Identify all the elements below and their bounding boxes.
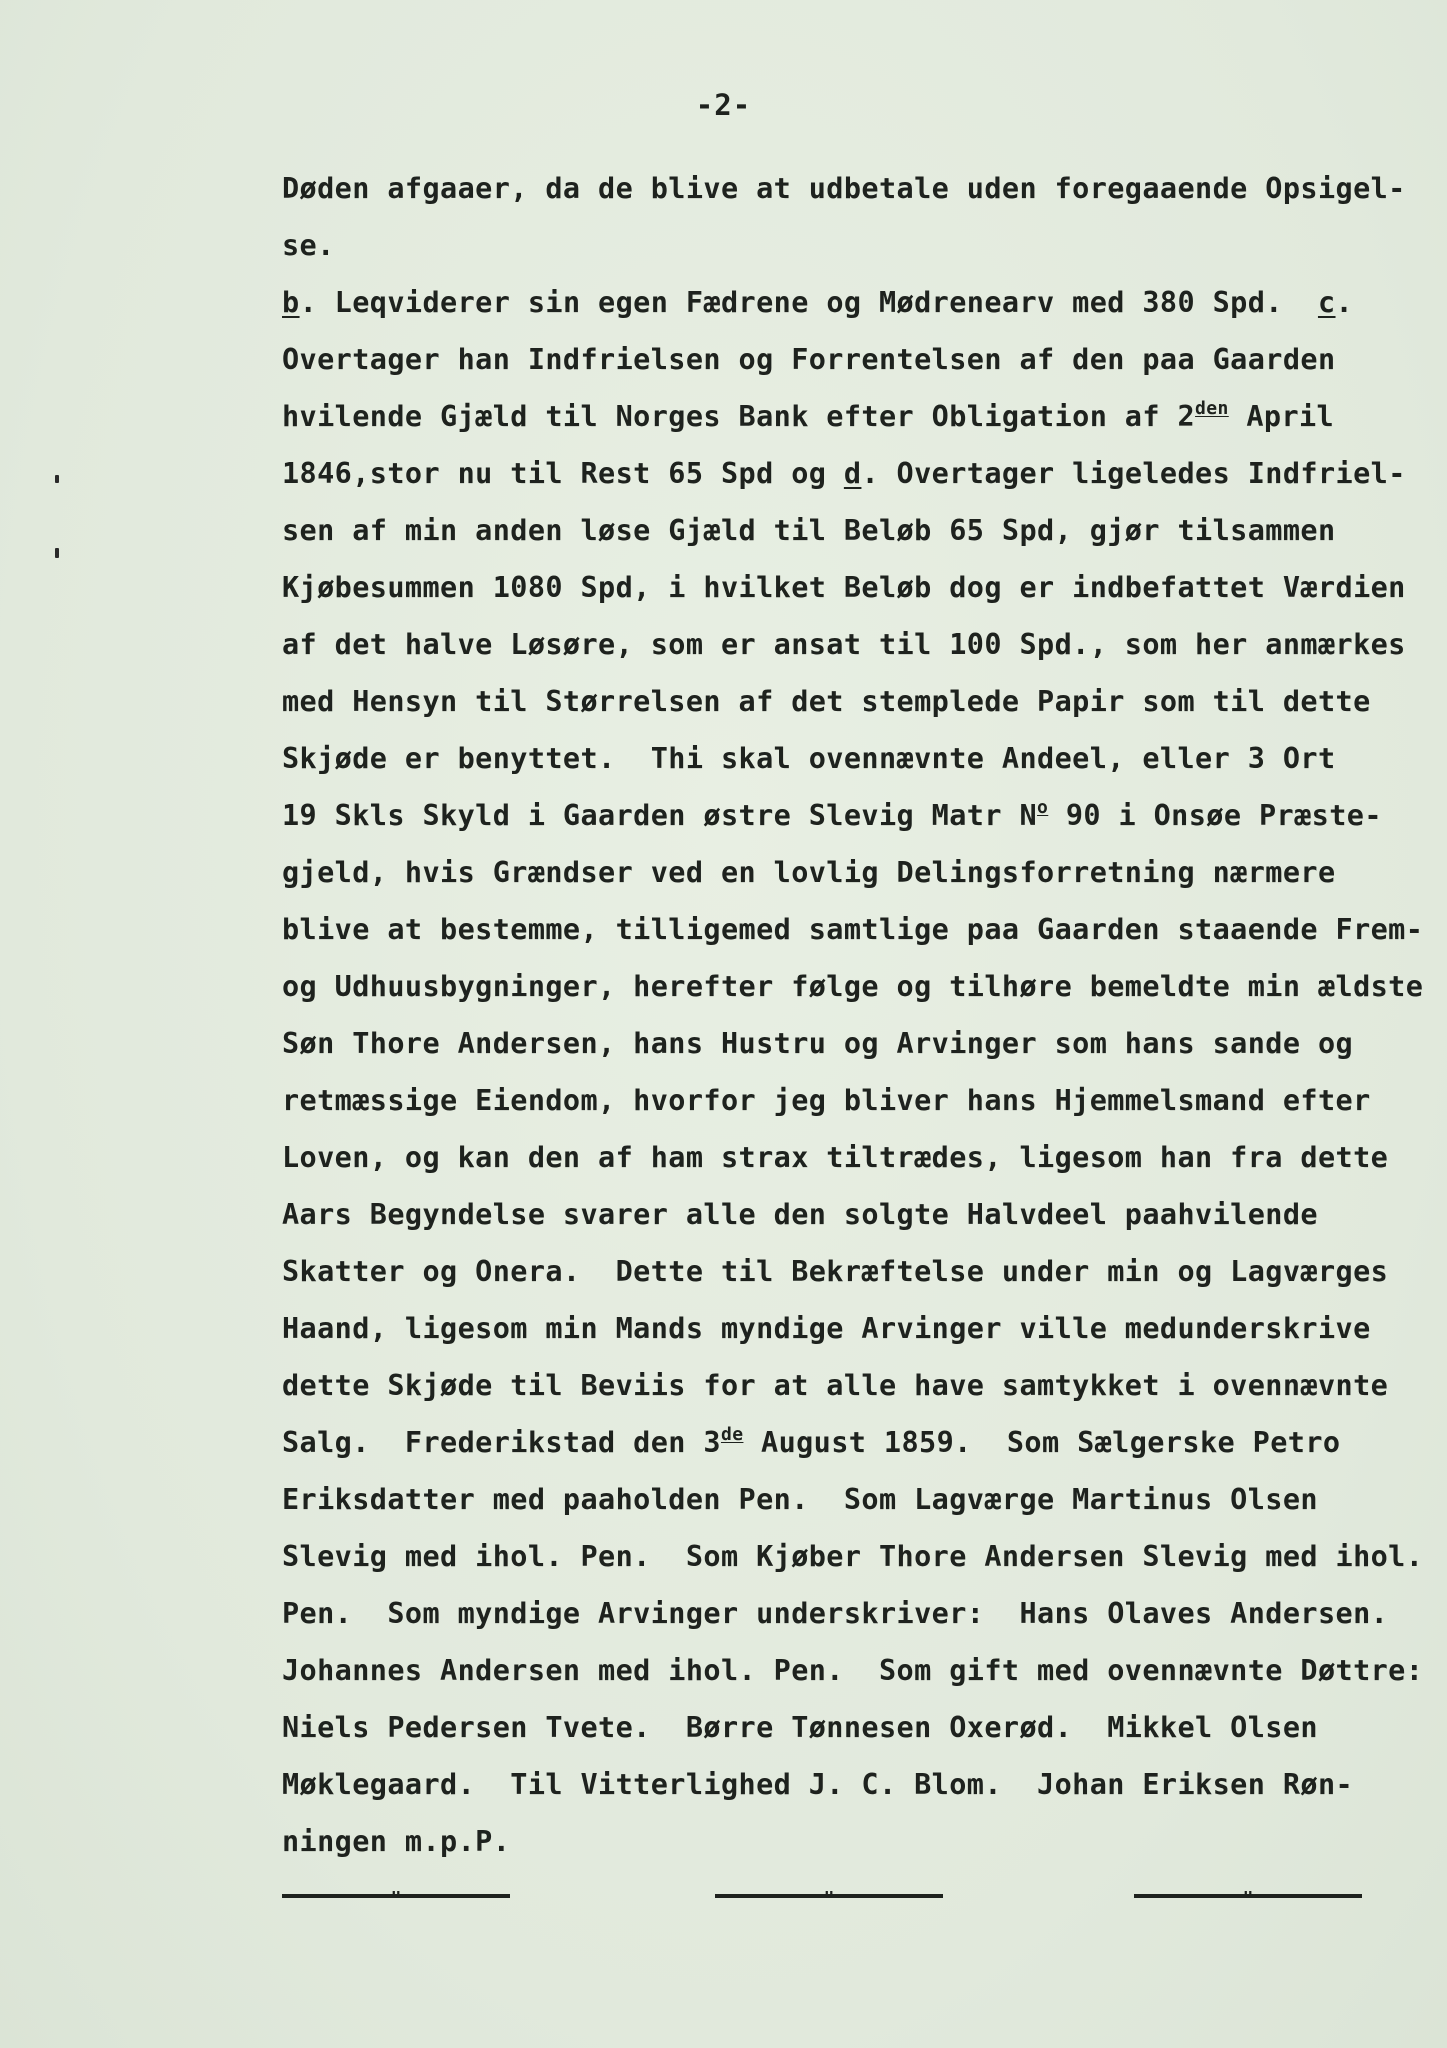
text-line: Loven, og kan den af ham strax tiltrædes, ligesom han fra dette	[282, 1141, 1389, 1174]
margin-mark	[55, 475, 59, 483]
text-segment: 90 i Onsøe Præste-	[1048, 799, 1382, 832]
text-line: Aars Begyndelse svarer alle den solgte Halvdeel paahvilende	[282, 1198, 1318, 1231]
text-line: Møklegaard. Til Vitterlighed J. C. Blom. Johan Eriksen Røn-	[282, 1768, 1354, 1801]
text-line	[282, 1414, 1432, 1471]
text-line	[282, 388, 1432, 445]
text-segment: August 1859. Som Sælgerske Petro	[743, 1426, 1341, 1459]
text-line	[282, 274, 1432, 331]
ditto-mark: "	[823, 1888, 835, 1909]
text-line: Eriksdatter med paaholden Pen. Som Lagværge Martinus Olsen	[282, 1483, 1318, 1516]
underlined-letter: d	[843, 457, 862, 490]
text-line: Johannes Andersen med ihol. Pen. Som gift med ovennævnte Døttre:	[282, 1654, 1424, 1687]
text-line	[282, 787, 1432, 844]
text-segment: 19 Skls Skyld i Gaarden østre Slevig Matr N	[282, 799, 1038, 832]
text-segment: Salg. Frederikstad den 3	[282, 1426, 721, 1459]
text-line: Slevig med ihol. Pen. Som Kjøber Thore Andersen Slevig med ihol.	[282, 1540, 1424, 1573]
text-line: ningen m.p.P.	[282, 1825, 511, 1858]
text-line: Skatter og Onera. Dette til Bekræftelse under min og Lagværges	[282, 1255, 1389, 1288]
document-body	[282, 160, 1432, 1870]
signature-line	[282, 1888, 510, 1909]
underlined-letter: b	[282, 286, 300, 319]
text-segment: .	[1335, 286, 1354, 319]
underlined-letter: c	[1317, 286, 1336, 319]
text-line: Skjøde er benyttet. Thi skal ovennævnte Andeel, eller 3 Ort	[282, 742, 1336, 775]
text-segment: . Overtager ligeledes Indfriel-	[861, 457, 1406, 490]
text-line: Pen. Som myndige Arvinger underskriver: Hans Olaves Andersen.	[282, 1597, 1389, 1630]
text-line: med Hensyn til Størrelsen af det stemplede Papir som til dette	[282, 685, 1371, 718]
ditto-mark: "	[390, 1888, 402, 1909]
text-line: Overtager han Indfrielsen og Forrentelsen af den paa Gaarden	[282, 343, 1336, 376]
superscript: de	[720, 1424, 744, 1445]
text-line: dette Skjøde til Beviis for at alle have samtykket i ovennævnte	[282, 1369, 1389, 1402]
page-number: -2-	[695, 88, 752, 122]
text-line: Kjøbesummen 1080 Spd, i hvilket Beløb dog er indbefattet Værdien	[282, 571, 1406, 604]
text-line: og Udhuusbygninger, herefter følge og tilhøre bemeldte min ældste	[282, 970, 1424, 1003]
superscript: den	[1195, 398, 1229, 419]
signature-lines	[0, 1880, 1447, 1910]
text-segment: hvilende Gjæld til Norges Bank efter Obligation af 2	[282, 400, 1196, 433]
margin-mark	[55, 548, 59, 558]
text-line: af det halve Løsøre, som er ansat til 100 Spd., som her anmærkes	[282, 628, 1406, 661]
text-line: retmæssige Eiendom, hvorfor jeg bliver hans Hjemmelsmand efter	[282, 1084, 1371, 1117]
text-line: sen af min anden løse Gjæld til Beløb 65 Spd, gjør tilsammen	[282, 514, 1336, 547]
text-line	[282, 445, 1432, 502]
signature-line	[1134, 1888, 1362, 1909]
ditto-mark: "	[1242, 1888, 1254, 1909]
text-segment: . Leqviderer sin egen Fædrene og Mødrenearv med 380 Spd.	[299, 286, 1318, 319]
text-segment: April	[1228, 400, 1335, 433]
text-line: Niels Pedersen Tvete. Børre Tønnesen Oxerød. Mikkel Olsen	[282, 1711, 1318, 1744]
text-line: Døden afgaaer, da de blive at udbetale uden foregaaende Opsigel-	[282, 172, 1406, 205]
signature-line	[715, 1888, 943, 1909]
text-segment: 1846,stor nu til Rest 65 Spd og	[282, 457, 844, 490]
text-line: gjeld, hvis Grændser ved en lovlig Delingsforretning nærmere	[282, 856, 1336, 889]
superscript: o	[1037, 797, 1049, 818]
text-line: blive at bestemme, tilligemed samtlige paa Gaarden staaende Frem-	[282, 913, 1424, 946]
text-line: Haand, ligesom min Mands myndige Arvinger ville medunderskrive	[282, 1312, 1371, 1345]
text-line: Søn Thore Andersen, hans Hustru og Arvinger som hans sande og	[282, 1027, 1354, 1060]
text-line: se.	[282, 229, 335, 262]
